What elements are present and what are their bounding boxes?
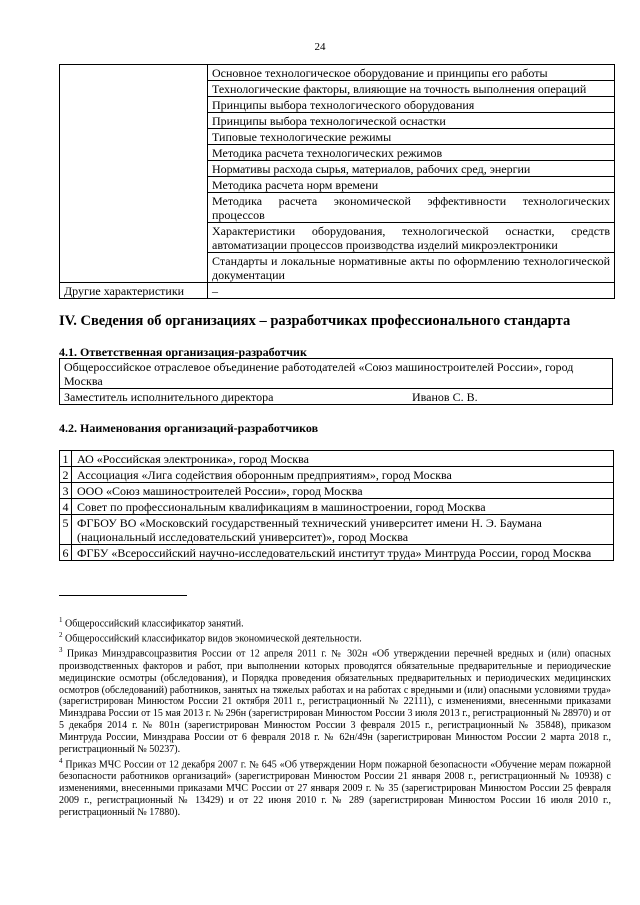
- footnote-text: Приказ МЧС России от 12 декабря 2007 г. № 645 «Об утверждении Норм пожарной безопасности «Обучение мерам пожарной безопасности работников организаций» (зарегистрирован Минюстом России 21 января 2008 г., регистрационный № 10938) с изменениями, внесенными приказами МЧС России от 27 января 2009 г. № 35 (зарегистрирован Минюстом России 25 февраля 2009 г., регистрационный № 13429) и от 22 июня 2010 г. № 289 (зарегистрирован Минюстом России 16 июля 2010 г., регистрационный № 17880).: [59, 759, 612, 818]
- knowledge-item: Принципы выбора технологической оснастки: [208, 113, 615, 129]
- developer-name: Ассоциация «Лига содействия оборонным предприятиям», город Москва: [72, 467, 614, 483]
- knowledge-item: Типовые технологические режимы: [208, 129, 615, 145]
- footnote-text: Общероссийский классификатор занятий.: [65, 618, 244, 630]
- footnote-mark: 1: [59, 616, 63, 624]
- knowledge-item: Нормативы расхода сырья, материалов, рабочих сред, энергии: [208, 161, 615, 177]
- row-number: 6: [60, 545, 72, 561]
- developer-name: ФГБУ «Всероссийский научно-исследовательский институт труда» Минтруда России, город Москва: [72, 545, 614, 561]
- row-number: 1: [60, 451, 72, 467]
- row-number: 2: [60, 467, 72, 483]
- responsible-position: Заместитель исполнительного директора: [60, 389, 409, 405]
- developer-name: ФГБОУ ВО «Московский государственный технический университет имени Н. Э. Баумана (национальный исследовательский университет)», город Москва: [72, 515, 614, 545]
- table-row: [60, 359, 613, 389]
- footnote-separator: [59, 595, 187, 596]
- subsection-title: 4.1. Ответственная организация-разработчик: [59, 345, 307, 359]
- table-row: [60, 499, 614, 515]
- knowledge-item: Основное технологическое оборудование и принципы его работы: [208, 65, 615, 81]
- responsible-person: Иванов С. В.: [408, 389, 613, 405]
- developer-name: АО «Российская электроника», город Москва: [72, 451, 614, 467]
- table-row: [60, 515, 614, 545]
- footnote-text: Общероссийский классификатор видов экономической деятельности.: [65, 633, 362, 645]
- footnote-mark: 4: [59, 756, 63, 765]
- knowledge-item: Методика расчета экономической эффективности технологических процессов: [208, 193, 615, 223]
- developer-name: Совет по профессиональным квалификациям в машиностроении, город Москва: [72, 499, 614, 515]
- footnotes: [59, 615, 611, 819]
- knowledge-item: Стандарты и локальные нормативные акты по оформлению технологической документации: [208, 253, 615, 283]
- developers-table: [59, 450, 614, 561]
- footnote-text: Приказ Минздравсоцразвития России от 12 апреля 2011 г. № 302н «Об утверждении перечней вредных и (или) опасных производственных факторов и работ, при выполнении которых проводятся обязательные предварительные и периодические медицинские осмотры (обследования), и Порядка проведения обязательных предварительных и периодических медицинских осмотров (обследований) работников, занятых на тяжелых работах и на работах с вредными и (или) опасными условиями труда» (зарегистрирован Минюстом России 21 октября 2011 г., регистрационный № 22111), с изменениями, внесенными приказами Минздрава России от 15 мая 2013 г. № 296н (зарегистрирован Минюстом России 3 июля 2013 г., регистрационный № 28970) и от 5 декабря 2014 г. № 801н (зарегистрирован Минюстом России 3 февраля 2015 г., регистрационный № 35848), приказом Минтруда России, Минздрава России от 6 февраля 2018 г. № 62н/49н (зарегистрирован Минюстом России 2 марта 2018 г., регистрационный № 50237).: [59, 648, 611, 756]
- other-value: –: [208, 283, 615, 299]
- knowledge-table: [59, 64, 615, 299]
- table-row: [60, 389, 613, 405]
- footnote-mark: 3: [59, 646, 63, 655]
- knowledge-item: Принципы выбора технологического оборудования: [208, 97, 615, 113]
- table-row: [60, 545, 614, 561]
- knowledge-item: Характеристики оборудования, технологической оснастки, средств автоматизации процессов производства изделий микроэлектроники: [208, 223, 615, 253]
- footnote: [59, 630, 611, 645]
- footnote: [59, 645, 611, 755]
- footnote-mark: 2: [59, 631, 63, 640]
- table-row: [60, 467, 614, 483]
- footnote: [59, 756, 611, 819]
- developer-name: ООО «Союз машиностроителей России», город Москва: [72, 483, 614, 499]
- table-row: [60, 283, 615, 299]
- table-row: [60, 65, 615, 81]
- knowledge-item: Методика расчета технологических режимов: [208, 145, 615, 161]
- responsible-org-name: Общероссийское отраслевое объединение работодателей «Союз машиностроителей России», город Москва: [60, 359, 613, 389]
- knowledge-item: Методика расчета норм времени: [208, 177, 615, 193]
- knowledge-label-cell: [60, 65, 208, 283]
- row-number: 4: [60, 499, 72, 515]
- section-title: IV. Сведения об организациях – разработчиках профессионального стандарта: [59, 313, 571, 329]
- footnote: [59, 615, 611, 630]
- table-row: [60, 451, 614, 467]
- table-row: [60, 483, 614, 499]
- responsible-org-table: [59, 358, 613, 405]
- row-number: 5: [60, 515, 72, 545]
- other-label: Другие характеристики: [60, 283, 208, 299]
- row-number: 3: [60, 483, 72, 499]
- page-number: 24: [314, 41, 326, 53]
- knowledge-item: Технологические факторы, влияющие на точность выполнения операций: [208, 81, 615, 97]
- subsection-title: 4.2. Наименования организаций-разработчиков: [59, 421, 319, 435]
